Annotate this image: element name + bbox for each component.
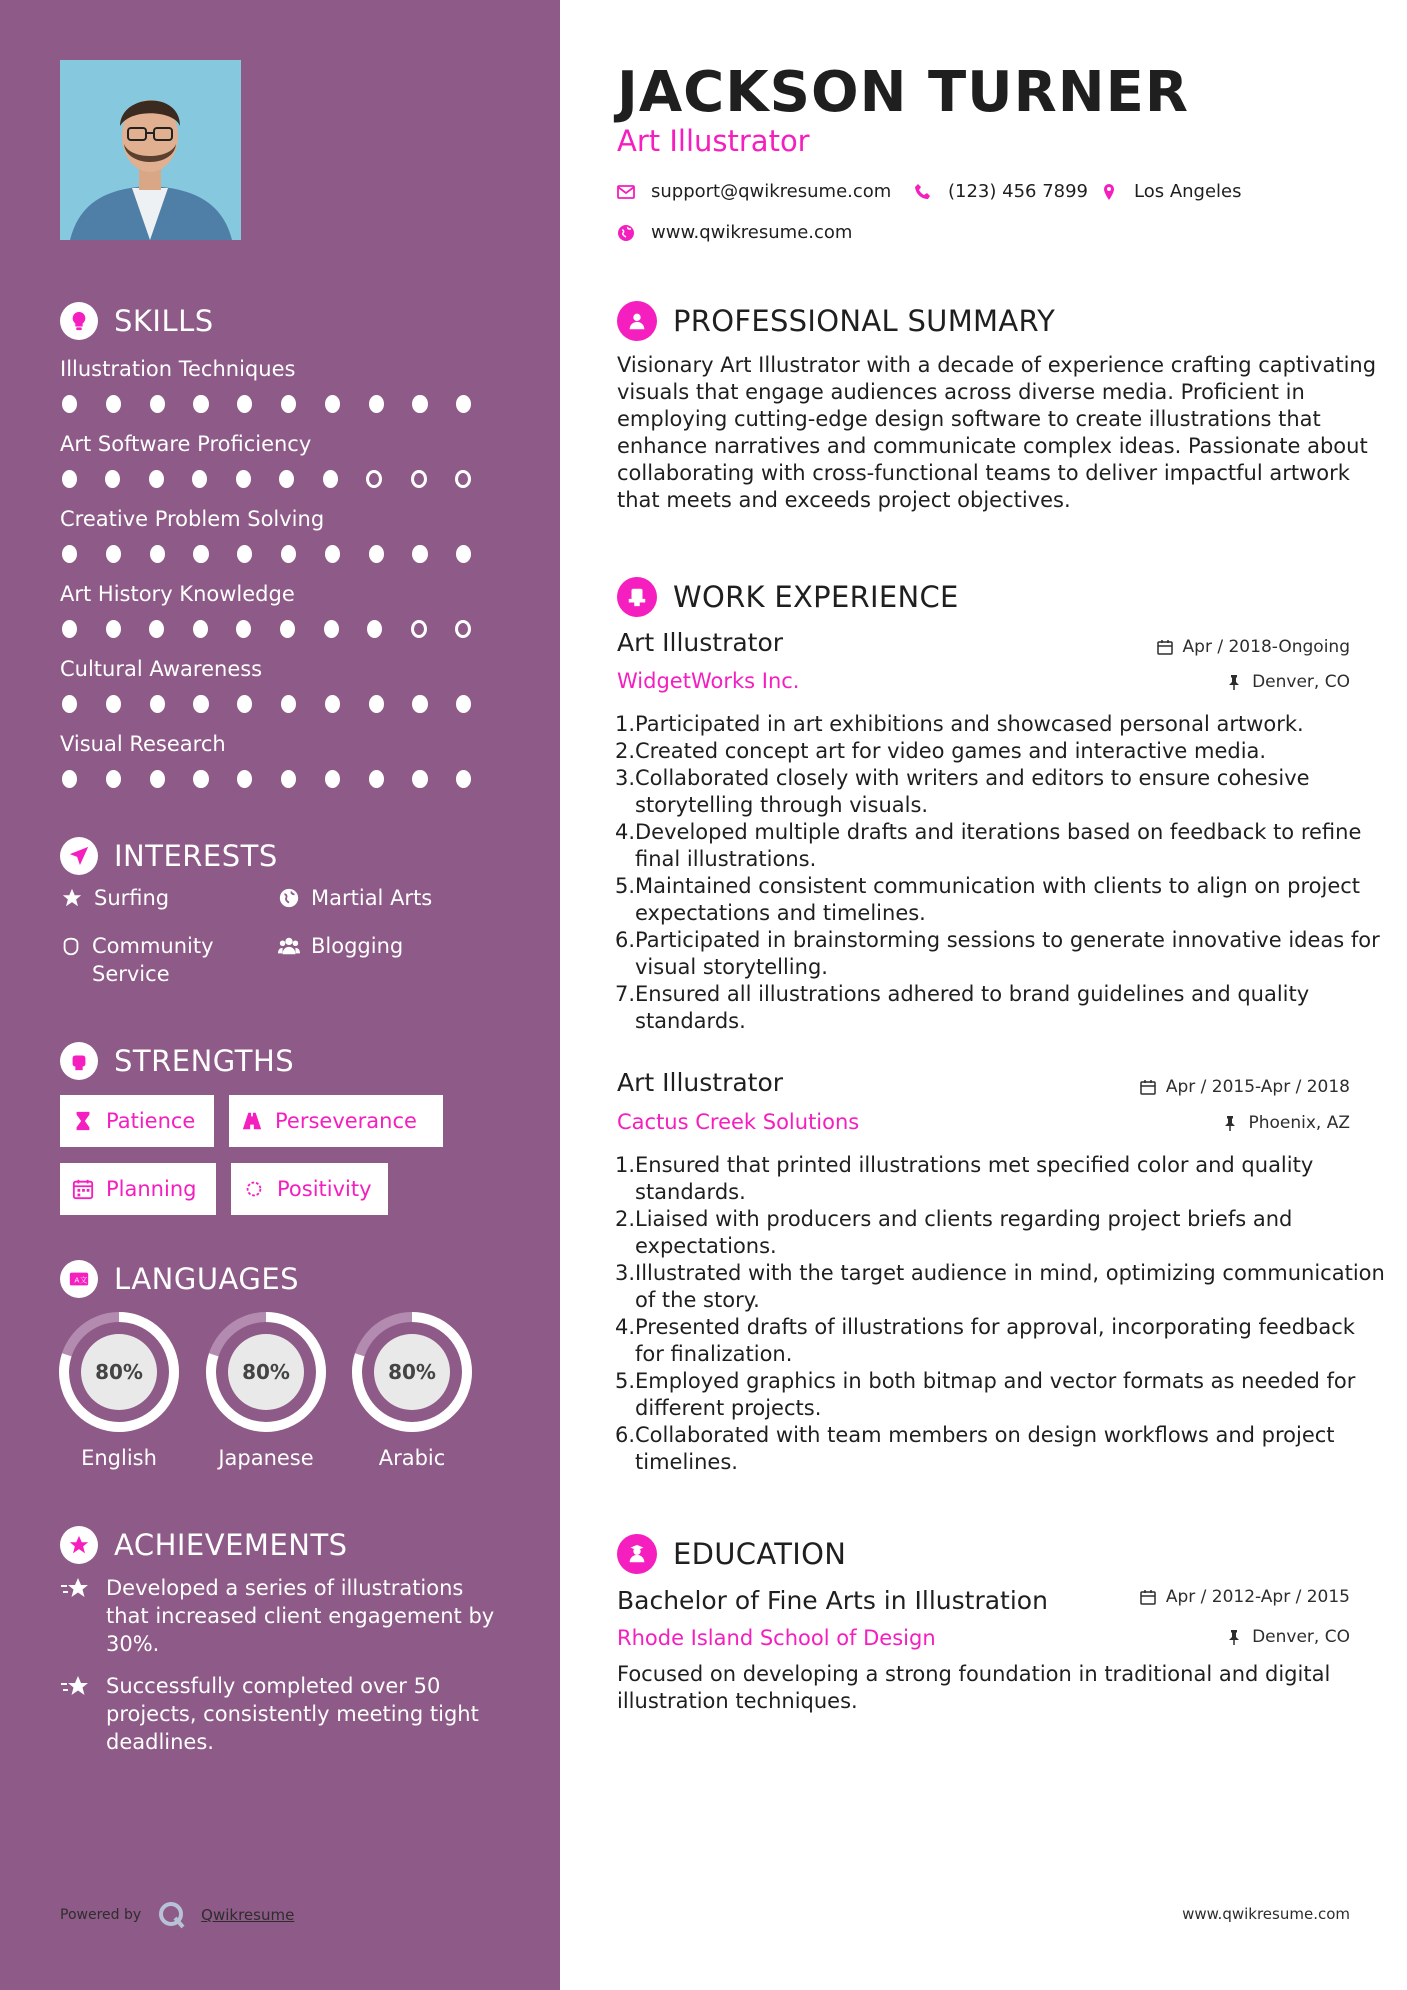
rating-dot-filled [149,470,164,488]
footer-url[interactable]: www.qwikresume.com [1182,1905,1350,1923]
envelope-icon [617,183,635,201]
users-icon [277,934,301,958]
language-name: Arabic [378,1446,446,1470]
sidebar [0,0,560,1990]
interest-item: Surfing [60,884,169,912]
rating-dot-filled [193,395,208,413]
skill-name: Visual Research [60,732,226,756]
rating-dot-empty [455,620,471,638]
rating-dot-filled [279,470,294,488]
rating-dot-filled [323,470,338,488]
rating-dot-filled [324,620,339,638]
skill-rating [62,770,500,788]
rating-dot-filled [237,395,252,413]
rating-dot-filled [150,395,165,413]
rating-dot-filled [106,770,121,788]
rating-dot-filled [325,770,340,788]
qwikresume-link[interactable]: Qwikresume [201,1906,295,1924]
rating-dot-filled [150,695,165,713]
rating-dot-filled [236,620,251,638]
sun-icon [243,1178,265,1200]
education-heading: EDUCATION [617,1534,846,1574]
language-name: Japanese [218,1446,314,1470]
degree-title: Bachelor of Fine Arts in Illustration [617,1586,1048,1615]
fist-icon [60,1042,98,1080]
rating-dot-empty [411,470,427,488]
skill-name: Art Software Proficiency [60,432,312,456]
duty-item: 2. Liaised with producers and clients regarding project briefs and expectations. [615,1207,1293,1258]
job-company: WidgetWorks Inc. [617,669,800,693]
language-item [57,1310,181,1470]
education-dates: Apr / 2012-Apr / 2015 [1140,1587,1350,1607]
duty-item: 6. Collaborated with team members on design workflows and project timelines. [615,1423,1335,1474]
contact-website[interactable]: www.qwikresume.com [617,222,852,243]
job-dates: Apr / 2015-Apr / 2018 [1140,1077,1350,1097]
rating-dot-filled [369,395,384,413]
skill-rating [62,695,500,713]
rating-dot-filled [62,620,77,638]
duty-item: 5. Employed graphics in both bitmap and vector formats as needed for different projects. [615,1369,1356,1420]
rating-dot-filled [150,770,165,788]
strength-badge: Patience [60,1095,214,1147]
job-location: Phoenix, AZ [1222,1113,1350,1133]
candidate-name: JACKSON TURNER [617,60,1190,125]
language-percent: 80% [388,1360,436,1384]
rating-dot-filled [369,545,384,563]
skills-heading: SKILLS [60,301,214,341]
user-icon [617,301,657,341]
interest-item: Community Service [60,932,260,988]
rating-dot-filled [193,620,208,638]
language-ring [204,1310,328,1434]
duty-item: 1. Ensured that printed illustrations met specified color and quality standards. [615,1153,1314,1204]
pushpin-icon [1226,674,1242,690]
skill-item [60,655,500,713]
contact-location: Los Angeles [1100,181,1242,202]
language-percent: 80% [242,1360,290,1384]
job-title: Art Illustrator [617,628,784,657]
rating-dot-filled [149,620,164,638]
rating-dot-filled [369,770,384,788]
globe-icon [617,224,635,242]
duty-item: 3. Collaborated closely with writers and editors to ensure cohesive storytelling through visuals. [615,766,1310,817]
language-percent: 80% [95,1360,143,1384]
rating-dot-filled [106,620,121,638]
rating-dot-filled [192,470,207,488]
rating-dot-filled [105,470,120,488]
education-description: Focused on developing a strong foundation in traditional and digital illustration techniques. [617,1662,1331,1713]
map-pin-icon [1100,183,1118,201]
language-ring [350,1310,474,1434]
skill-name: Creative Problem Solving [60,507,325,531]
rating-dot-filled [237,770,252,788]
rating-dot-filled [412,395,427,413]
rating-dot-filled [456,395,471,413]
rating-dot-filled [325,695,340,713]
rating-dot-filled [412,695,427,713]
skill-item [60,355,500,413]
rating-dot-filled [62,695,77,713]
skill-rating [62,470,500,488]
rating-dot-filled [193,770,208,788]
achievement-item: Developed a series of illustrations that increased client engagement by 30%. [60,1574,510,1658]
job-duties [617,1152,1387,1476]
phone-icon [914,183,932,201]
rating-dot-filled [281,395,296,413]
pushpin-icon [1226,1629,1242,1645]
skill-rating [62,395,500,413]
achievements-heading: ACHIEVEMENTS [60,1525,348,1565]
duty-item: 5. Maintained consistent communication with clients to align on project expectations and timelines. [615,874,1361,925]
duty-item: 7. Ensured all illustrations adhered to brand guidelines and quality standards. [615,982,1310,1033]
skill-item [60,580,500,638]
summary-text: Visionary Art Illustrator with a decade of experience crafting captivating visuals that engage audiences across diverse media. Proficient in employing cutting-edge design software to create illustrations that enhance narratives and communicate complex ideas. Passionate about collaborating with cross-functional teams to deliver impactful artwork that meets and exceeds project objectives. [617,353,1377,512]
experience-heading: WORK EXPERIENCE [617,577,959,617]
calendar-icon [1157,639,1173,655]
rating-dot-filled [106,545,121,563]
strength-badge: Positivity [231,1163,388,1215]
skill-item [60,430,500,488]
duty-item: 2. Created concept art for video games and interactive media. [615,739,1267,763]
svg-text:A: A [74,1275,80,1285]
rating-dot-filled [281,545,296,563]
contact-email[interactable]: support@qwikresume.com [617,181,891,202]
rating-dot-filled [62,545,77,563]
summary-heading: PROFESSIONAL SUMMARY [617,301,1055,341]
hourglass-icon [72,1110,94,1132]
shooting-star-icon [60,1672,90,1702]
rating-dot-filled [62,395,77,413]
briefcase-icon [617,577,657,617]
rating-dot-filled [456,770,471,788]
rating-dot-filled [456,545,471,563]
duty-item: 3. Illustrated with the target audience in mind, optimizing communication of the story. [615,1261,1385,1312]
skill-item [60,505,500,563]
rating-dot-filled [237,545,252,563]
rating-dot-filled [62,770,77,788]
calendar-icon [1140,1589,1156,1605]
shooting-star-icon [60,1574,90,1604]
job-location: Denver, CO [1226,672,1350,692]
rating-dot-empty [366,470,382,488]
powered-by: Powered by Qwikresume [60,1900,294,1930]
rating-dot-filled [62,470,77,488]
language-name: English [81,1446,157,1470]
hand-icon [60,934,82,958]
globe-icon [277,886,301,910]
skill-rating [62,620,500,638]
skill-name: Art History Knowledge [60,582,295,606]
qwikresume-logo-icon [157,1900,187,1930]
rating-dot-filled [150,545,165,563]
road-icon [241,1110,263,1132]
languages-heading: A 文 LANGUAGES [60,1259,299,1299]
school-name: Rhode Island School of Design [617,1626,936,1650]
language-icon [60,1260,98,1298]
strength-badge: Planning [60,1163,216,1215]
strengths-heading: STRENGTHS [60,1041,294,1081]
rating-dot-filled [280,620,295,638]
skill-name: Cultural Awareness [60,657,263,681]
rating-dot-filled [281,770,296,788]
skill-rating [62,545,500,563]
strength-badge: Perseverance [229,1095,443,1147]
profile-photo [60,60,241,240]
rating-dot-filled [193,545,208,563]
rating-dot-filled [367,620,382,638]
rating-dot-filled [412,545,427,563]
rating-dot-filled [369,695,384,713]
rating-dot-filled [456,695,471,713]
job-company: Cactus Creek Solutions [617,1110,860,1134]
pushpin-icon [1222,1115,1238,1131]
interest-item: Blogging [277,932,403,960]
rating-dot-filled [106,395,121,413]
job-dates: Apr / 2018-Ongoing [1157,637,1350,657]
rating-dot-empty [455,470,471,488]
interests-heading: INTERESTS [60,836,278,876]
contact-phone[interactable]: (123) 456 7899 [914,181,1088,202]
interest-item: Martial Arts [277,884,432,912]
calendar-icon [72,1178,94,1200]
main-content [560,0,1407,1990]
job-title: Art Illustrator [617,1068,784,1097]
lightbulb-icon [60,302,98,340]
language-item [350,1310,474,1470]
achievement-item: Successfully completed over 50 projects, consistently meeting tight deadlines. [60,1672,510,1756]
duty-item: 4. Presented drafts of illustrations for approval, incorporating feedback for finalization. [615,1315,1355,1366]
star-icon [60,886,84,910]
rating-dot-filled [106,695,121,713]
job-duties [617,711,1387,1035]
graduate-icon [617,1534,657,1574]
duty-item: 4. Developed multiple drafts and iterations based on feedback to refine final illustrations. [615,820,1362,871]
language-item [204,1310,328,1470]
duty-item: 6. Participated in brainstorming sessions to generate innovative ideas for visual storytelling. [615,928,1380,979]
rating-dot-filled [412,770,427,788]
star-burst-icon [60,1526,98,1564]
rating-dot-filled [237,695,252,713]
svg-text:文: 文 [79,1275,88,1285]
job-title-header: Art Illustrator [617,124,810,158]
rating-dot-empty [411,620,427,638]
paper-plane-icon [60,837,98,875]
skill-name: Illustration Techniques [60,357,296,381]
rating-dot-filled [236,470,251,488]
rating-dot-filled [281,695,296,713]
rating-dot-filled [325,395,340,413]
skill-item [60,730,500,788]
education-location: Denver, CO [1226,1627,1350,1647]
calendar-icon [1140,1079,1156,1095]
rating-dot-filled [193,695,208,713]
duty-item: 1. Participated in art exhibitions and showcased personal artwork. [615,712,1304,736]
language-ring [57,1310,181,1434]
rating-dot-filled [325,545,340,563]
